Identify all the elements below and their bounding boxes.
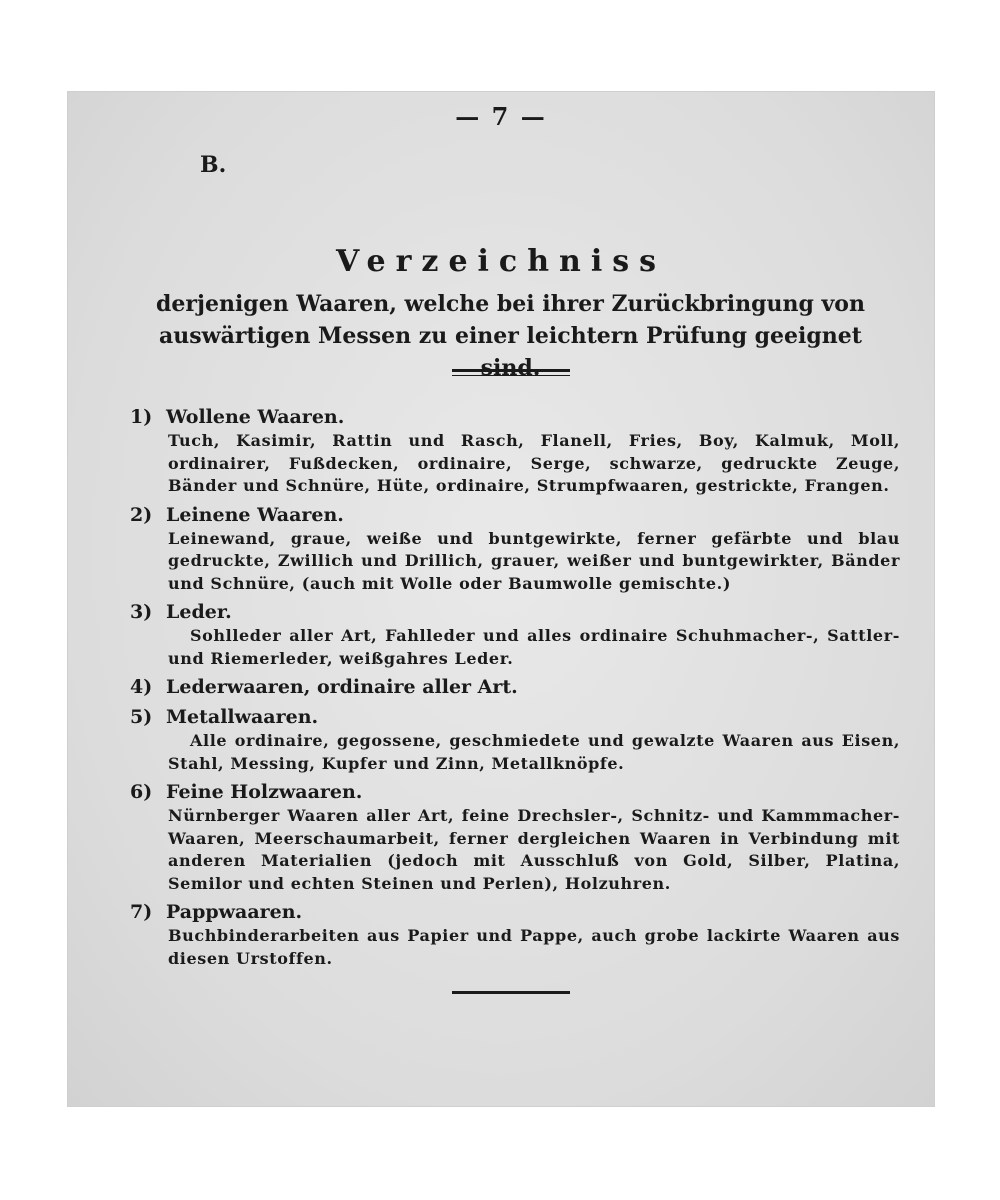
list-item — [130, 899, 900, 970]
divider-rule — [452, 369, 570, 372]
item-number: 3) — [130, 601, 153, 623]
item-number: 2) — [130, 503, 153, 526]
document-page — [68, 92, 934, 1106]
item-number: 4) — [130, 676, 153, 698]
list-item — [130, 502, 900, 596]
item-body: Leinewand, graue, weiße und buntgewirkte, ferner gefärbte und blau gedruckte, Zwillich und Drillich, grauer, weißer und buntgewirkter, Bänder und Schnüre, (auch mit Wolle oder Baumwolle gemischte.) — [168, 528, 900, 593]
item-number: 6) — [130, 781, 153, 803]
item-number: 5) — [130, 706, 153, 728]
list-item — [130, 404, 900, 498]
item-heading: Leinene Waaren. — [166, 503, 344, 526]
item-heading: Lederwaaren, ordinaire aller Art. — [166, 676, 518, 698]
section-letter: B. — [200, 152, 227, 178]
list-item — [130, 779, 900, 895]
item-body: Tuch, Kasimir, Rattin und Rasch, Flanell, Fries, Boy, Kalmuk, Moll, ordinairer, Fußdecken, ordinaire, Serge, schwarze, gedruckte Zeuge, Bänder und Schnüre, Hüte, ordinaire, Strumpfwaaren, gestrickte, Frangen. — [168, 431, 900, 495]
item-number: 7) — [130, 901, 153, 923]
item-heading: Wollene Waaren. — [166, 406, 345, 428]
item-body: Sohlleder aller Art, Fahlleder und alles ordinaire Schuhmacher-, Sattler- und Riemerleder, weißgahres Leder. — [168, 626, 900, 668]
divider-rule-thin — [452, 375, 570, 376]
list-item — [130, 704, 900, 775]
document-subtitle: derjenigen Waaren, welche bei ihrer Zurückbringung von auswärtigen Messen zu einer leichtern Prüfung geeignet sind. — [156, 291, 865, 381]
item-heading: Leder. — [166, 601, 232, 623]
closing-rule — [452, 991, 570, 994]
item-body: Nürnberger Waaren aller Art, feine Drechsler-, Schnitz- und Kammmacher-Waaren, Meerschaumarbeit, ferner dergleichen Waaren in Verbindung mit anderen Materialien (jedoch mit Ausschluß von Gold, Silber, Platina, Semilor und echten Steinen und Perlen), Holzuhren. — [168, 806, 900, 893]
document-title: Verzeichniss — [336, 244, 666, 279]
goods-list — [130, 404, 900, 970]
list-item — [130, 674, 900, 700]
item-heading: Pappwaaren. — [166, 901, 303, 923]
list-item — [130, 599, 900, 670]
page-number: — 7 — — [455, 102, 547, 131]
item-heading: Metallwaaren. — [166, 706, 319, 728]
item-body: Buchbinderarbeiten aus Papier und Pappe, auch grobe lackirte Waaren aus diesen Urstoffen. — [168, 926, 900, 968]
item-body: Alle ordinaire, gegossene, geschmiedete und gewalzte Waaren aus Eisen, Stahl, Messing, Kupfer und Zinn, Metallknöpfe. — [168, 731, 900, 773]
item-number: 1) — [130, 406, 153, 428]
item-heading: Feine Holzwaaren. — [166, 781, 363, 803]
